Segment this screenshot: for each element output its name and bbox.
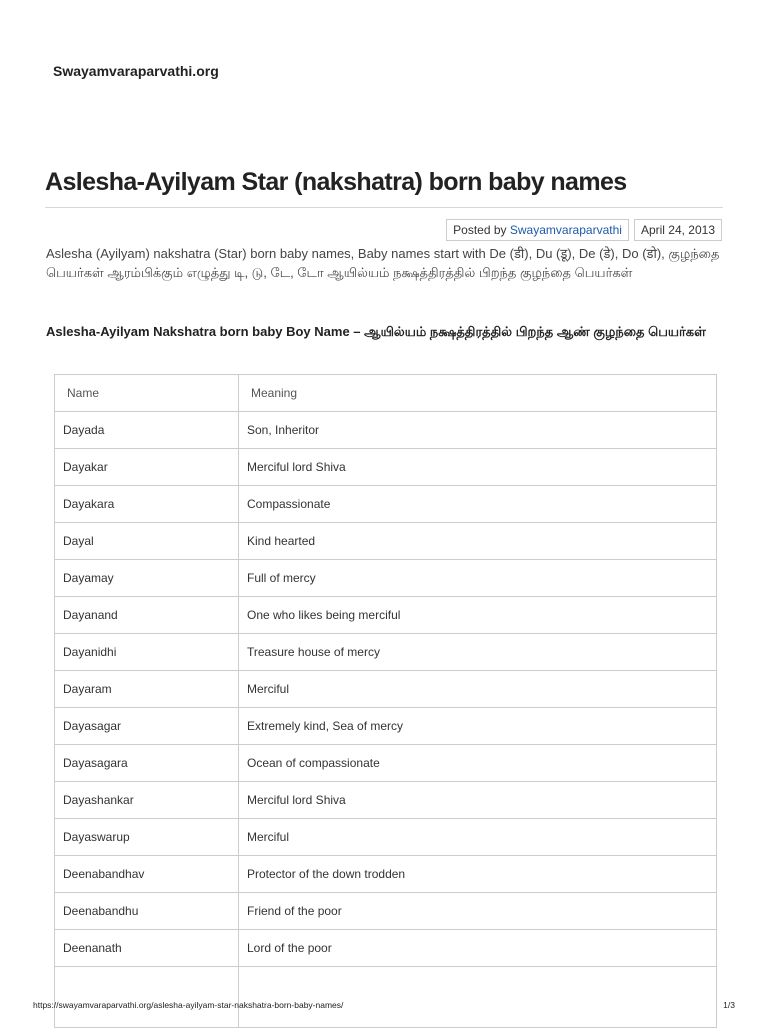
cell-name: Deenabandhav bbox=[55, 856, 239, 893]
table-row bbox=[55, 708, 717, 745]
section-heading: Aslesha-Ayilyam Nakshatra born baby Boy Name – ஆயில்யம் நக்ஷத்திரத்தில் பிறந்த ஆண் குழந்தை பெயர்கள் bbox=[46, 324, 706, 339]
cell-name: Dayada bbox=[55, 412, 239, 449]
cell-name: Dayaswarup bbox=[55, 819, 239, 856]
table-row bbox=[55, 930, 717, 967]
cell-meaning: Full of mercy bbox=[239, 560, 717, 597]
cell-meaning-empty bbox=[239, 967, 717, 1028]
site-name-link[interactable]: Swayamvaraparvathi.org bbox=[53, 63, 219, 79]
cell-name: Deenabandhu bbox=[55, 893, 239, 930]
print-footer bbox=[33, 1000, 735, 1010]
table-row bbox=[55, 412, 717, 449]
table-row bbox=[55, 856, 717, 893]
table-row bbox=[55, 597, 717, 634]
cell-meaning: Extremely kind, Sea of mercy bbox=[239, 708, 717, 745]
table-row bbox=[55, 449, 717, 486]
table-row-continued bbox=[55, 967, 717, 1028]
table-row bbox=[55, 486, 717, 523]
cell-meaning: Treasure house of mercy bbox=[239, 634, 717, 671]
page-url: https://swayamvaraparvathi.org/aslesha-ayilyam-star-nakshatra-born-baby-names/ bbox=[33, 1000, 344, 1010]
cell-name: Deenanath bbox=[55, 930, 239, 967]
cell-meaning: Kind hearted bbox=[239, 523, 717, 560]
table-row bbox=[55, 893, 717, 930]
posted-by-label: Posted by bbox=[453, 223, 507, 237]
cell-name: Dayakara bbox=[55, 486, 239, 523]
author-link[interactable]: Swayamvaraparvathi bbox=[509, 223, 622, 237]
table-row bbox=[55, 523, 717, 560]
cell-meaning: Merciful lord Shiva bbox=[239, 782, 717, 819]
cell-name-empty bbox=[55, 967, 239, 1028]
cell-meaning: Merciful lord Shiva bbox=[239, 449, 717, 486]
table-body bbox=[55, 412, 717, 1028]
cell-meaning: Merciful bbox=[239, 671, 717, 708]
cell-meaning: Ocean of compassionate bbox=[239, 745, 717, 782]
cell-meaning: Compassionate bbox=[239, 486, 717, 523]
cell-meaning: Son, Inheritor bbox=[239, 412, 717, 449]
table-row bbox=[55, 782, 717, 819]
cell-meaning: Protector of the down trodden bbox=[239, 856, 717, 893]
cell-name: Dayanidhi bbox=[55, 634, 239, 671]
page-number: 1/3 bbox=[723, 1000, 735, 1010]
header-name: Name bbox=[55, 375, 239, 412]
cell-meaning: Merciful bbox=[239, 819, 717, 856]
cell-name: Dayashankar bbox=[55, 782, 239, 819]
cell-name: Dayal bbox=[55, 523, 239, 560]
table-header-row bbox=[55, 375, 717, 412]
header-meaning: Meaning bbox=[239, 375, 717, 412]
table-row bbox=[55, 560, 717, 597]
posted-by-box bbox=[446, 219, 629, 241]
article-title: Aslesha-Ayilyam Star (nakshatra) born baby names bbox=[45, 168, 627, 196]
post-meta bbox=[446, 219, 722, 241]
cell-name: Dayanand bbox=[55, 597, 239, 634]
cell-name: Dayasagar bbox=[55, 708, 239, 745]
cell-name: Dayasagara bbox=[55, 745, 239, 782]
title-divider bbox=[45, 207, 723, 208]
cell-name: Dayaram bbox=[55, 671, 239, 708]
cell-name: Dayakar bbox=[55, 449, 239, 486]
intro-paragraph: Aslesha (Ayilyam) nakshatra (Star) born baby names, Baby names start with De (डी), Du (डू), De (डे), Do (डो), குழந்தை பெயர்கள் ஆரம்பிக்கும் எழுத்து டி, டு, டே, டோ ஆயில்யம் நக்ஷத்திரத்தில் பிறந்த குழந்தை பெயர்கள் bbox=[46, 246, 720, 280]
names-table bbox=[54, 374, 717, 1028]
cell-meaning: Lord of the poor bbox=[239, 930, 717, 967]
cell-meaning: Friend of the poor bbox=[239, 893, 717, 930]
cell-name: Dayamay bbox=[55, 560, 239, 597]
table-row bbox=[55, 819, 717, 856]
post-date: April 24, 2013 bbox=[634, 219, 722, 241]
table-row bbox=[55, 634, 717, 671]
cell-meaning: One who likes being merciful bbox=[239, 597, 717, 634]
table-row bbox=[55, 745, 717, 782]
table-row bbox=[55, 671, 717, 708]
